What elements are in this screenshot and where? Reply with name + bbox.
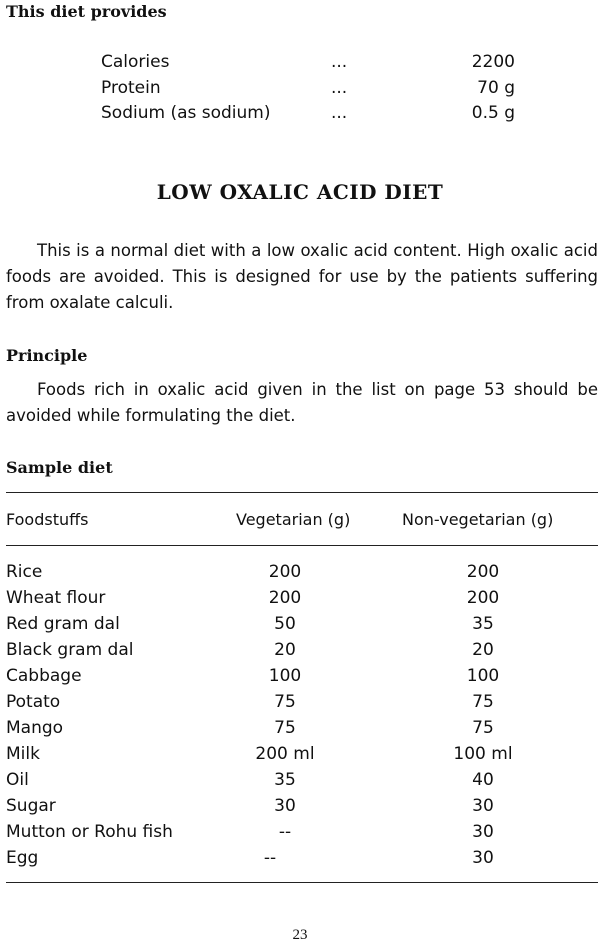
cell-vegetarian: 75	[274, 718, 296, 738]
nutrition-label: Sodium (as sodium)	[101, 103, 271, 123]
cell-food: Red gram dal	[6, 614, 120, 634]
nutrition-dots: ...	[331, 103, 348, 123]
cell-non-vegetarian: 30	[472, 822, 494, 842]
cell-non-vegetarian: 100 ml	[453, 744, 513, 764]
cell-vegetarian: 20	[274, 640, 296, 660]
cell-vegetarian: 100	[268, 666, 302, 686]
cell-non-vegetarian: 40	[472, 770, 494, 790]
page-number: 23	[292, 927, 308, 943]
cell-food: Mango	[6, 718, 64, 738]
nutrition-label: Protein	[101, 78, 161, 98]
table-bottom-rule	[6, 882, 598, 883]
cell-vegetarian: 200 ml	[255, 744, 315, 764]
nutrition-dots: ...	[331, 78, 348, 98]
cell-food: Milk	[6, 744, 40, 764]
cell-non-vegetarian: 20	[472, 640, 494, 660]
cell-vegetarian: 30	[274, 796, 296, 816]
nutrition-value: 70 g	[477, 78, 515, 98]
intro-paragraph: This is a normal diet with a low oxalic acid content. High oxalic acid foods are avoided. This is designed for use by the patients suffering from oxalate calculi.	[6, 241, 598, 312]
cell-vegetarian: 200	[268, 562, 302, 582]
nutrition-label: Calories	[101, 52, 170, 72]
cell-food: Potato	[6, 692, 61, 712]
cell-food: Cabbage	[6, 666, 82, 686]
cell-non-vegetarian: 75	[472, 718, 494, 738]
cell-non-vegetarian: 100	[466, 666, 500, 686]
cell-vegetarian: --	[263, 848, 277, 868]
nutrition-value: 0.5 g	[471, 103, 515, 123]
page-title: LOW OXALIC ACID DIET	[156, 180, 444, 204]
header-non-vegetarian: Non-vegetarian (g)	[402, 510, 554, 529]
cell-vegetarian: 35	[274, 770, 296, 790]
cell-food: Egg	[6, 848, 39, 868]
cell-food: Rice	[6, 562, 43, 582]
cell-vegetarian: --	[278, 822, 292, 842]
header-foodstuffs: Foodstuffs	[6, 510, 89, 529]
table-header-rule	[6, 545, 598, 546]
cell-non-vegetarian: 30	[472, 848, 494, 868]
cell-vegetarian: 75	[274, 692, 296, 712]
cell-non-vegetarian: 30	[472, 796, 494, 816]
header-vegetarian: Vegetarian (g)	[236, 510, 351, 529]
cell-food: Oil	[6, 770, 29, 790]
cell-non-vegetarian: 200	[466, 562, 500, 582]
provides-heading: This diet provides	[6, 2, 167, 21]
nutrition-value: 2200	[471, 52, 515, 72]
cell-food: Black gram dal	[6, 640, 134, 660]
cell-food: Mutton or Rohu fish	[6, 822, 173, 842]
cell-food: Wheat flour	[6, 588, 106, 608]
cell-vegetarian: 200	[268, 588, 302, 608]
cell-non-vegetarian: 200	[466, 588, 500, 608]
cell-non-vegetarian: 75	[472, 692, 494, 712]
cell-non-vegetarian: 35	[472, 614, 494, 634]
cell-vegetarian: 50	[274, 614, 296, 634]
nutrition-dots: ...	[331, 52, 348, 72]
table-top-rule	[6, 492, 598, 493]
sample-heading: Sample diet	[6, 458, 113, 477]
principle-heading: Principle	[6, 346, 88, 365]
cell-food: Sugar	[6, 796, 56, 816]
principle-paragraph: Foods rich in oxalic acid given in the list on page 53 should be avoided while formulating the diet.	[6, 380, 598, 425]
